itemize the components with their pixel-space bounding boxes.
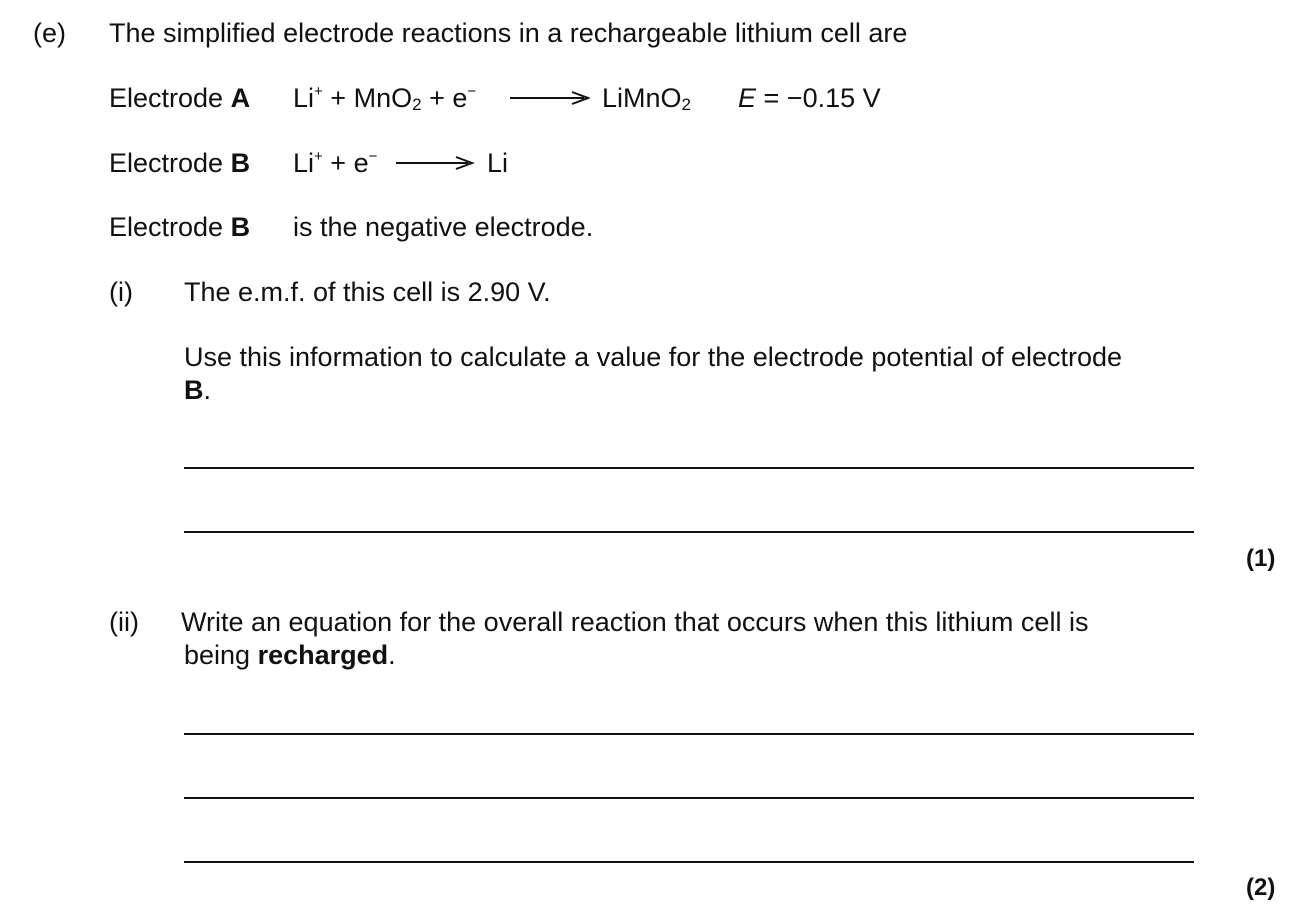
charge-plus: + bbox=[314, 148, 323, 165]
marks-label: (2) bbox=[1246, 874, 1276, 901]
answer-line[interactable] bbox=[184, 467, 1194, 469]
electrode-b-label: Electrode B bbox=[109, 148, 251, 178]
electron: e− bbox=[452, 83, 477, 113]
negative-note-text: is the negative electrode. bbox=[293, 212, 594, 242]
answer-line[interactable] bbox=[184, 733, 1194, 735]
reaction-arrow-icon bbox=[510, 90, 590, 106]
answer-line[interactable] bbox=[184, 797, 1194, 799]
part-label: (e) bbox=[33, 18, 66, 48]
marks-label: (1) bbox=[1246, 545, 1276, 572]
electron: e− bbox=[353, 148, 378, 178]
question-i-instruction-end: B. bbox=[184, 375, 212, 405]
electrode-a-potential: E = −0.15 V bbox=[738, 83, 881, 113]
question-i-label: (i) bbox=[109, 277, 133, 307]
reaction-arrow-icon bbox=[396, 155, 476, 171]
question-ii-label: (ii) bbox=[109, 607, 139, 637]
question-ii-line1: Write an equation for the overall reaction that occurs when this lithium cell is bbox=[181, 607, 1089, 637]
electrode-b-product: Li bbox=[487, 148, 509, 178]
part-intro: The simplified electrode reactions in a rechargeable lithium cell are bbox=[109, 18, 908, 48]
answer-line[interactable] bbox=[184, 531, 1194, 533]
question-ii-line2: being recharged. bbox=[184, 640, 396, 670]
question-i-stem: The e.m.f. of this cell is 2.90 V. bbox=[184, 277, 551, 307]
electrode-b-equation: Li+ + e− bbox=[293, 148, 378, 178]
charge-plus: + bbox=[314, 83, 323, 100]
reactant-li: Li bbox=[293, 148, 315, 178]
answer-line[interactable] bbox=[184, 861, 1194, 863]
reactant-li: Li bbox=[293, 83, 315, 113]
electrode-a-label: Electrode A bbox=[109, 83, 251, 113]
electrode-a-product: LiMnO$_2$ bbox=[602, 83, 691, 114]
reactant-mno2: MnO$_2$ bbox=[353, 83, 422, 114]
negative-note-label: Electrode B bbox=[109, 212, 251, 242]
electrode-a-equation: Li+ + MnO$_2$ + e− bbox=[293, 83, 477, 114]
question-i-instruction: Use this information to calculate a value for the electrode potential of electrode bbox=[184, 342, 1123, 372]
